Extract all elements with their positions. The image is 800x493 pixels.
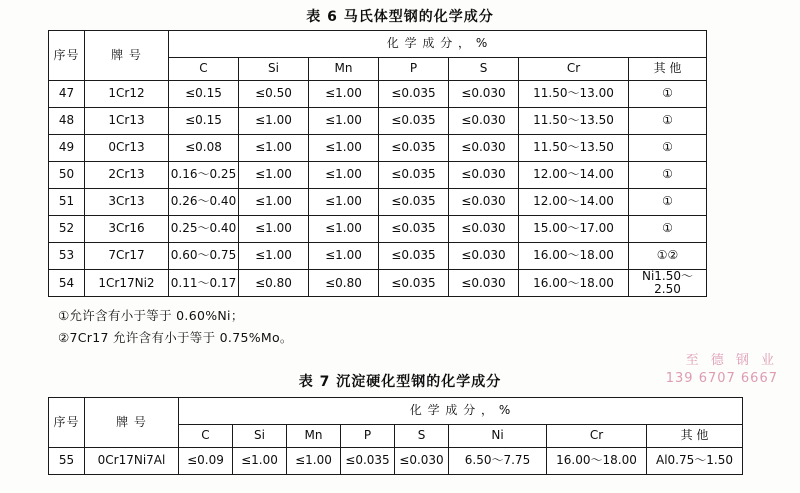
cell-index: 52 <box>49 216 85 243</box>
table-row <box>49 243 707 270</box>
table-row <box>49 216 707 243</box>
cell-si: ≤1.00 <box>239 135 309 162</box>
cell-grade: 0Cr17Ni7Al <box>85 448 179 475</box>
cell-s: ≤0.030 <box>449 189 519 216</box>
table7-col-c: C <box>179 425 233 448</box>
cell-si: ≤1.00 <box>239 162 309 189</box>
cell-mn: ≤1.00 <box>309 162 379 189</box>
cell-p: ≤0.035 <box>341 448 395 475</box>
table6-header-composition: 化 学 成 分 ， % <box>169 31 707 58</box>
cell-c: 0.25～0.40 <box>169 216 239 243</box>
cell-index: 48 <box>49 108 85 135</box>
cell-mn: ≤1.00 <box>309 189 379 216</box>
table7-col-cr: Cr <box>547 425 647 448</box>
cell-ni: 6.50～7.75 <box>449 448 547 475</box>
cell-s: ≤0.030 <box>449 270 519 297</box>
table7-header-composition: 化 学 成 分 ， % <box>179 398 743 425</box>
table-row <box>49 108 707 135</box>
cell-other: Al0.75～1.50 <box>647 448 743 475</box>
cell-s: ≤0.030 <box>449 108 519 135</box>
cell-s: ≤0.030 <box>449 216 519 243</box>
cell-index: 50 <box>49 162 85 189</box>
table7-col-p: P <box>341 425 395 448</box>
cell-cr: 12.00～14.00 <box>519 189 629 216</box>
table7-title: 表 7 沉淀硬化型钢的化学成分 <box>298 374 502 390</box>
cell-p: ≤0.035 <box>379 243 449 270</box>
cell-index: 55 <box>49 448 85 475</box>
cell-cr: 11.50～13.50 <box>519 135 629 162</box>
table6-title: 表 6 马氏体型钢的化学成分 <box>306 9 494 25</box>
cell-other: ① <box>629 108 707 135</box>
cell-index: 49 <box>49 135 85 162</box>
watermark-phone: 139 6707 6667 <box>665 370 778 386</box>
cell-c: 0.16～0.25 <box>169 162 239 189</box>
cell-index: 47 <box>49 81 85 108</box>
table6-footnotes <box>58 305 293 349</box>
table-row <box>49 162 707 189</box>
cell-si: ≤0.80 <box>239 270 309 297</box>
cell-grade: 3Cr13 <box>85 189 169 216</box>
cell-cr: 11.50～13.00 <box>519 81 629 108</box>
cell-mn: ≤1.00 <box>309 243 379 270</box>
cell-other: ① <box>629 216 707 243</box>
table6-col-si: Si <box>239 58 309 81</box>
table7-col-ni: Ni <box>449 425 547 448</box>
cell-mn: ≤1.00 <box>309 216 379 243</box>
cell-mn: ≤1.00 <box>309 135 379 162</box>
table6-container <box>48 30 753 297</box>
cell-other: ① <box>629 189 707 216</box>
cell-grade: 1Cr13 <box>85 108 169 135</box>
cell-cr: 16.00～18.00 <box>519 243 629 270</box>
cell-other: ①② <box>629 243 707 270</box>
cell-s: ≤0.030 <box>449 135 519 162</box>
cell-other: ① <box>629 162 707 189</box>
table6-col-p: P <box>379 58 449 81</box>
cell-s: ≤0.030 <box>449 81 519 108</box>
table6-col-c: C <box>169 58 239 81</box>
cell-c: ≤0.15 <box>169 81 239 108</box>
cell-cr: 15.00～17.00 <box>519 216 629 243</box>
cell-c: 0.26～0.40 <box>169 189 239 216</box>
cell-mn: ≤1.00 <box>309 81 379 108</box>
cell-index: 51 <box>49 189 85 216</box>
table-row <box>49 270 707 297</box>
cell-cr: 16.00～18.00 <box>547 448 647 475</box>
table6-col-s: S <box>449 58 519 81</box>
cell-other: ① <box>629 81 707 108</box>
cell-other: ① <box>629 135 707 162</box>
cell-p: ≤0.035 <box>379 108 449 135</box>
table7-header-index: 序号 <box>49 398 85 448</box>
cell-si: ≤1.00 <box>239 216 309 243</box>
cell-s: ≤0.030 <box>449 162 519 189</box>
table-row <box>49 448 743 475</box>
cell-si: ≤1.00 <box>239 243 309 270</box>
table7-col-s: S <box>395 425 449 448</box>
cell-s: ≤0.030 <box>395 448 449 475</box>
cell-p: ≤0.035 <box>379 189 449 216</box>
cell-p: ≤0.035 <box>379 81 449 108</box>
cell-cr: 12.00～14.00 <box>519 162 629 189</box>
cell-p: ≤0.035 <box>379 216 449 243</box>
cell-cr: 11.50～13.50 <box>519 108 629 135</box>
table-row <box>49 189 707 216</box>
cell-s: ≤0.030 <box>449 243 519 270</box>
footnote-1: ①允许含有小于等于 0.60%Ni； <box>58 308 244 323</box>
cell-c: 0.11～0.17 <box>169 270 239 297</box>
table6-col-cr: Cr <box>519 58 629 81</box>
cell-c: ≤0.15 <box>169 108 239 135</box>
table6-col-mn: Mn <box>309 58 379 81</box>
table6-header-grade: 牌 号 <box>85 31 169 81</box>
table7-header-row <box>49 398 743 425</box>
table7-col-other: 其 他 <box>647 425 743 448</box>
cell-other: Ni1.50～2.50 <box>629 270 707 297</box>
cell-p: ≤0.035 <box>379 270 449 297</box>
cell-cr: 16.00～18.00 <box>519 270 629 297</box>
cell-c: 0.60～0.75 <box>169 243 239 270</box>
cell-index: 54 <box>49 270 85 297</box>
cell-grade: 1Cr12 <box>85 81 169 108</box>
cell-p: ≤0.035 <box>379 135 449 162</box>
table6-col-other: 其 他 <box>629 58 707 81</box>
cell-si: ≤1.00 <box>239 108 309 135</box>
table7-header-grade: 牌 号 <box>85 398 179 448</box>
table7-col-si: Si <box>233 425 287 448</box>
cell-si: ≤0.50 <box>239 81 309 108</box>
cell-index: 53 <box>49 243 85 270</box>
cell-grade: 1Cr17Ni2 <box>85 270 169 297</box>
table6 <box>48 30 707 297</box>
table7 <box>48 397 743 475</box>
table-row <box>49 135 707 162</box>
table6-header-row <box>49 31 707 58</box>
cell-c: ≤0.08 <box>169 135 239 162</box>
cell-p: ≤0.035 <box>379 162 449 189</box>
table6-header-index: 序号 <box>49 31 85 81</box>
cell-grade: 2Cr13 <box>85 162 169 189</box>
table7-container <box>48 397 753 475</box>
cell-grade: 3Cr16 <box>85 216 169 243</box>
table-row <box>49 81 707 108</box>
watermark-company: 至 德 钢 业 <box>685 353 778 368</box>
cell-c: ≤0.09 <box>179 448 233 475</box>
table7-col-mn: Mn <box>287 425 341 448</box>
cell-mn: ≤1.00 <box>309 108 379 135</box>
cell-mn: ≤1.00 <box>287 448 341 475</box>
footnote-2: ②7Cr17 允许含有小于等于 0.75%Mo。 <box>58 329 293 345</box>
cell-grade: 7Cr17 <box>85 243 169 270</box>
cell-mn: ≤0.80 <box>309 270 379 297</box>
cell-si: ≤1.00 <box>239 189 309 216</box>
cell-grade: 0Cr13 <box>85 135 169 162</box>
cell-si: ≤1.00 <box>233 448 287 475</box>
